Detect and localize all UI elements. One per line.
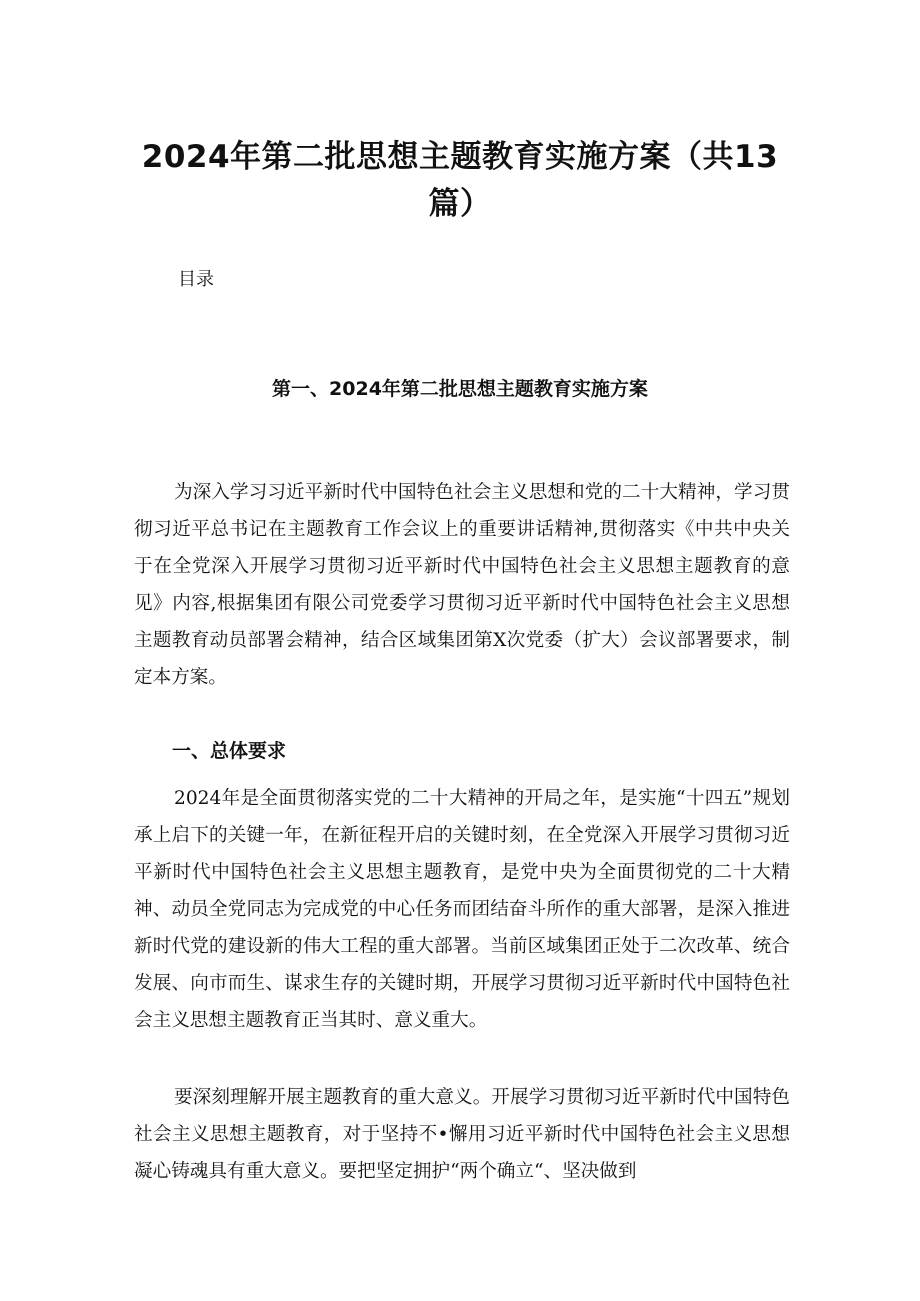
section-heading: 第一、2024年第二批思想主题教育实施方案 — [272, 378, 648, 400]
paragraph-intro: 为深入学习习近平新时代中国特色社会主义思想和党的二十大精神，学习贯彻习近平总书记在主题教育工作会议上的重要讲话精神,贯彻落实《中共中央关于在全党深入开展学习贯彻习近平新时代中国特色社会主义思想主题教育的意见》内容,根据集团有限公司党委学习贯彻习近平新时代中国特色社会主义思想主题教育动员部署会精神，结合区域集团第X次党委（扩大）会议部署要求，制定本方案。 — [134, 482, 790, 688]
paragraph-background: 2024年是全面贯彻落实党的二十大精神的开局之年，是实施“十四五”规划承上启下的关键一年，在新征程开启的关键时刻，在全党深入开展学习贯彻习近平新时代中国特色社会主义思想主题教育，是党中央为全面贯彻党的二十大精神、动员全党同志为完成党的中心任务而团结奋斗所作的重大部署，是深入推进新时代党的建设新的伟大工程的重大部署。当前区域集团正处于二次改革、统合发展、向市而生、谋求生存的关键时期，开展学习贯彻习近平新时代中国特色社会主义思想主题教育正当其时、意义重大。 — [134, 788, 790, 1031]
paragraph-significance: 要深刻理解开展主题教育的重大意义。开展学习贯彻习近平新时代中国特色社会主义思想主题教育，对于坚持不•懈用习近平新时代中国特色社会主义思想凝心铸魂具有重大意义。要把坚定拥护“两个确立“、坚决做到 — [134, 1087, 790, 1182]
document-title: 2024年第二批思想主题教育实施方案（共13篇） — [141, 139, 779, 222]
subheading-general-requirements: 一、总体要求 — [172, 740, 287, 762]
toc-label: 目录 — [178, 269, 214, 290]
